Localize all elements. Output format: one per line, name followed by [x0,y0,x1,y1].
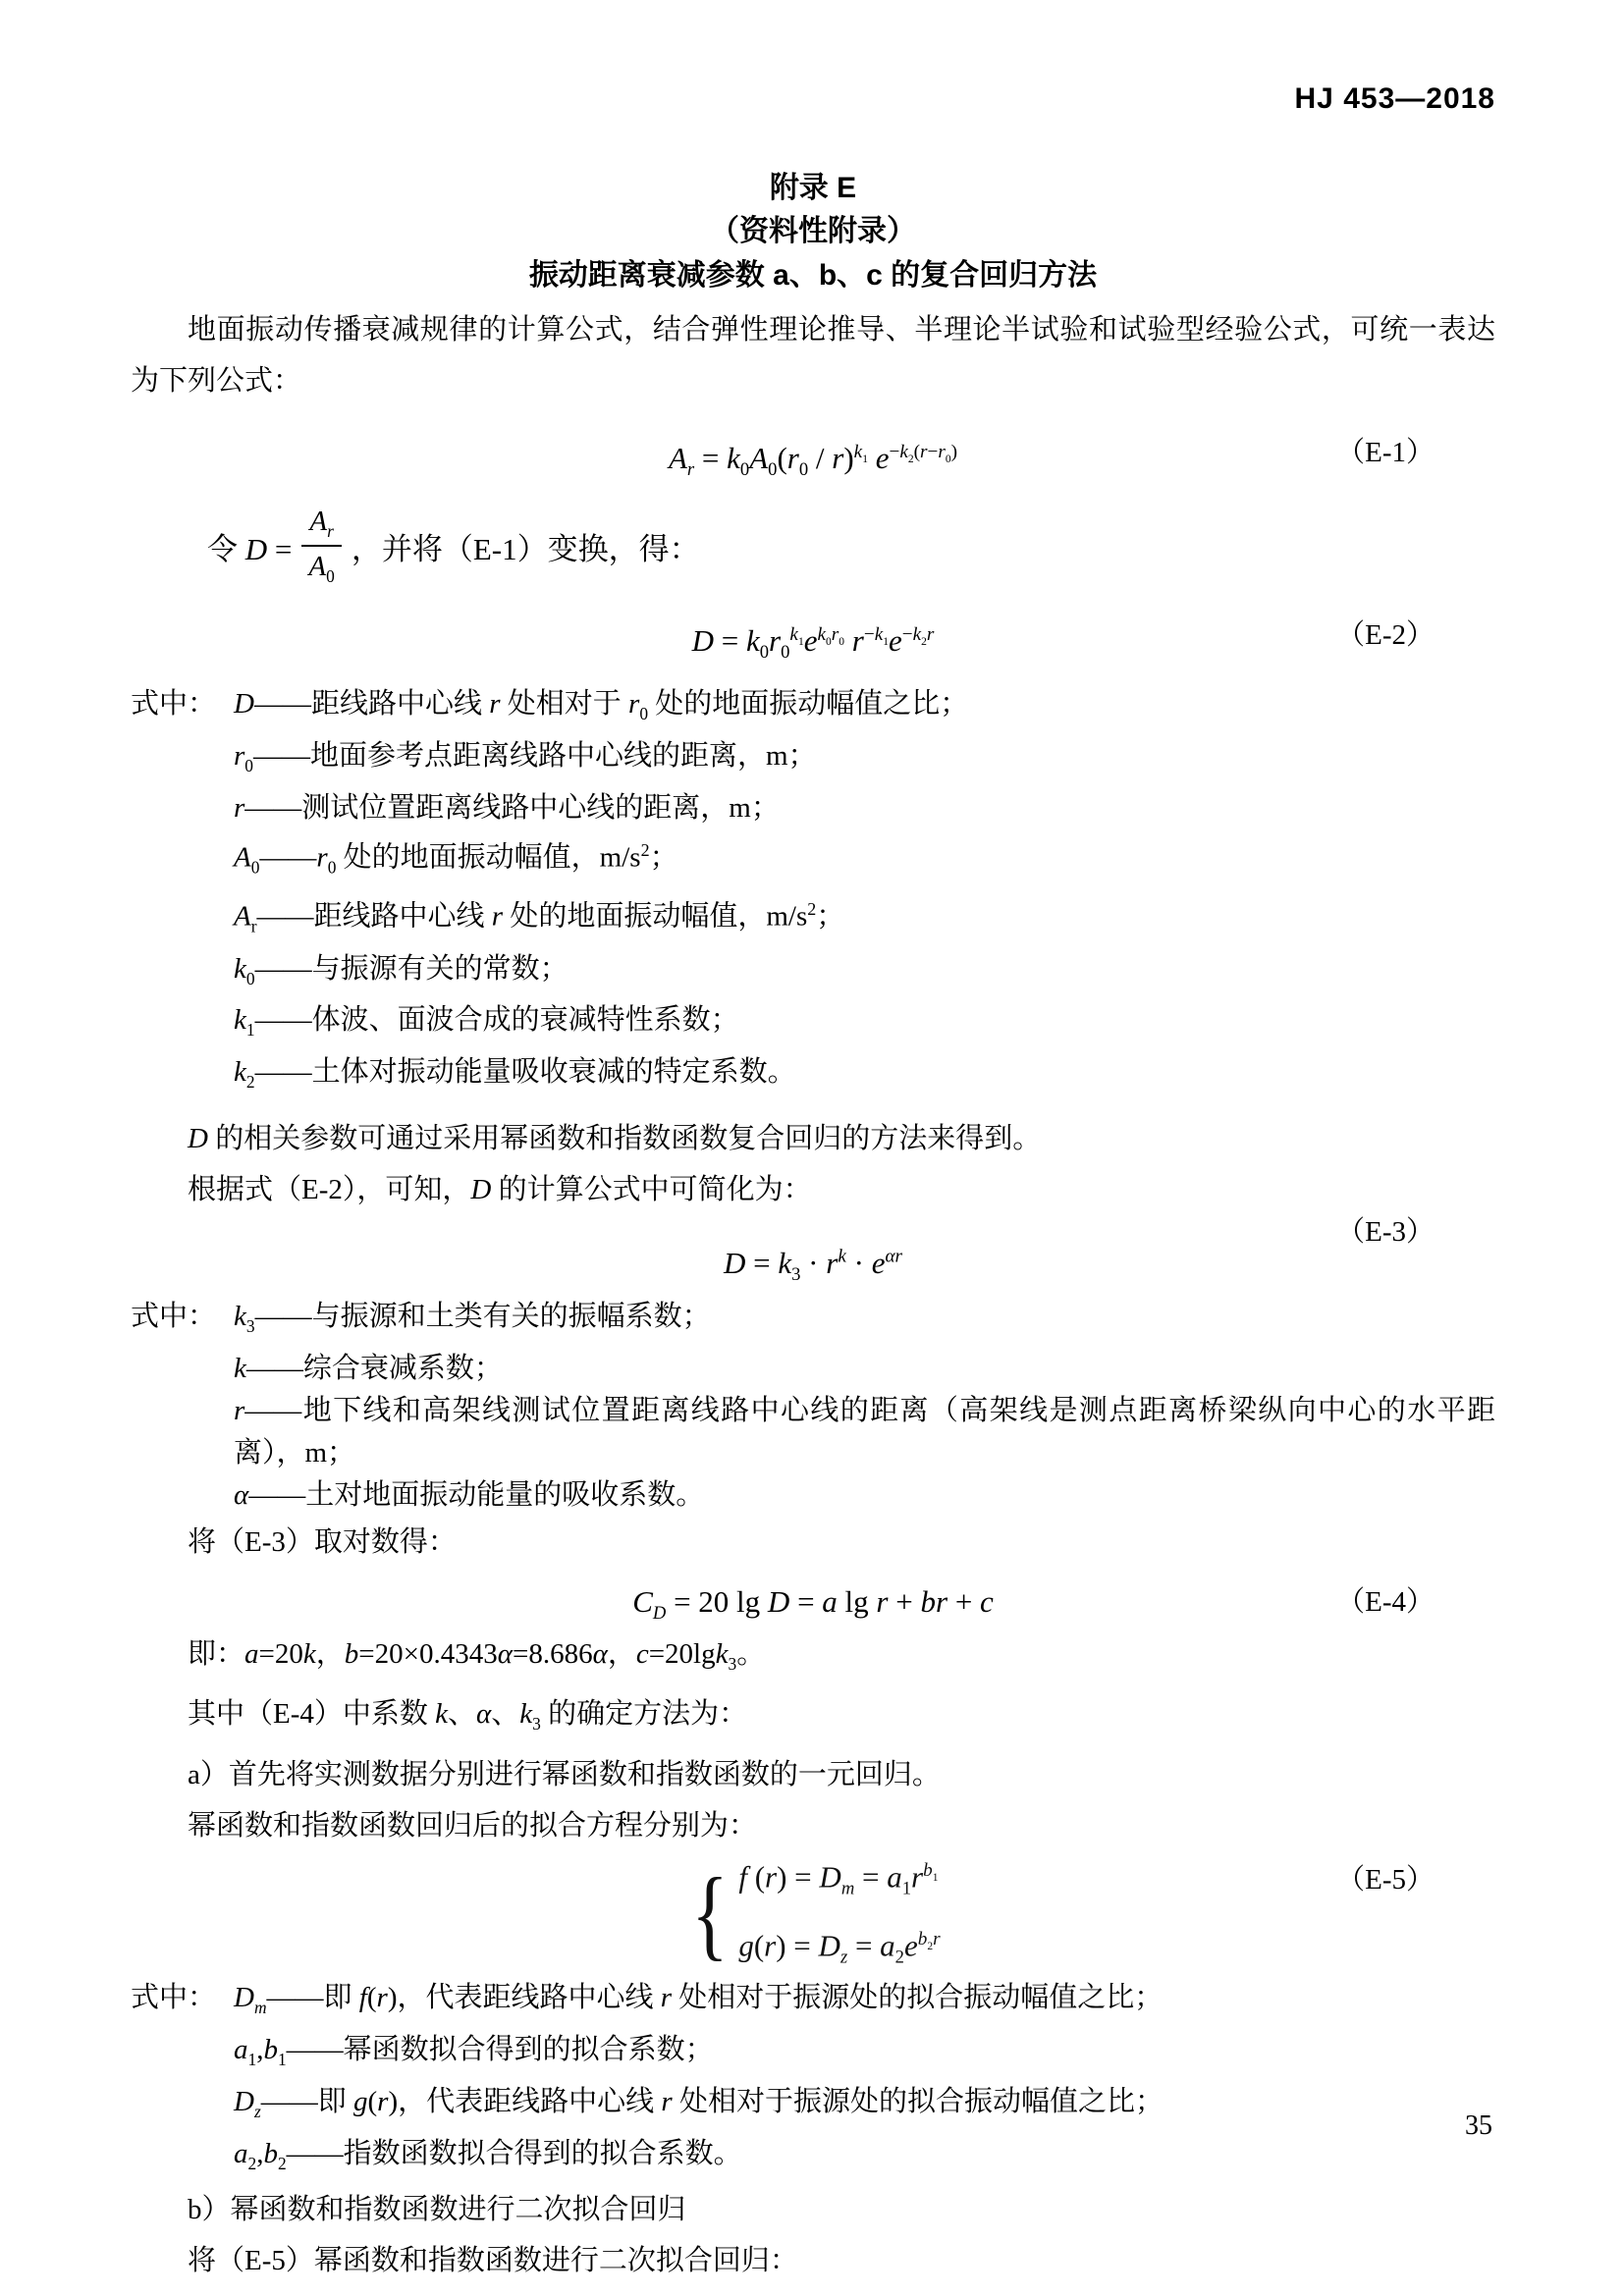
formula-e5-row [131,1857,1495,1971]
formula-e2-row [131,609,1495,662]
where-list-1 [131,683,1495,1103]
paragraph-simplify: 根据式（E-2），可知，D 的计算公式中可简化为： [188,1173,812,1205]
formula-e5-label: （E-5） [1336,1864,1435,1896]
formula-e4-label: （E-4） [1336,1585,1435,1618]
appendix-title: 附录 E [769,172,857,204]
list-item [131,1977,1495,2029]
definition-a0: $A_0——r_0$ 处的地面振动幅值，$m/s^2$； [234,839,678,878]
list-item [131,683,1495,735]
page-content [131,0,1495,2286]
let-d-prefix: 令 D = [207,531,293,566]
paragraph-take-log: 将（E-3）取对数得： [188,1525,457,1558]
definition-r2: r——地下线和高架线测试位置距离线路中心线的距离（高架线是测点距离桥梁纵向中心的水平距离），m； [234,1394,1495,1468]
definition-dm: $D_m——$即 f(r)，代表距线路中心线 r 处相对于振源处的拟合振动幅值之比； [234,1982,1164,2018]
list-item [131,1296,1495,1348]
definition-k: k——综合衰减系数； [234,1352,503,1384]
definition-alpha: α——土对地面振动能量的吸收系数。 [234,1478,705,1511]
definition-r0: $r_0——$地面参考点距离线路中心线的距离，m； [234,739,817,775]
paragraph-final: 将（E-5）幂函数和指数函数进行二次拟合回归： [188,2245,798,2277]
formula-e2: $D = k_0r_0^{k_1}e^{k_0r_0}$ $r^{-k_1}e^{-k_2r}$ [691,623,935,664]
doc-code: HJ 453—2018 [1294,82,1495,115]
page-number: 35 [1465,2110,1492,2141]
paragraph-step-b: b）幂函数和指数函数进行二次拟合回归 [188,2194,686,2226]
where-list-2 [131,1296,1495,1517]
definition-k2: $k_2——$土体对振动能量吸收衰减的特定系数。 [234,1056,796,1092]
where-prefix: 式中： [131,1982,217,2014]
formula-e5-system [738,1845,940,1984]
formula-e3: $D = k_3 \cdot r^k \cdot e^{\alpha r}$ [723,1246,903,1286]
formula-e3-row [131,1215,1495,1286]
let-d-suffix: ，并将（E-1）变换，得： [351,531,700,566]
intro-paragraph: 地面振动传播衰减规律的计算公式，结合弹性理论推导、半理论半试验和试验型经验公式，可统一表达为下列公式： [131,314,1495,397]
appendix-type: （资料性附录） [710,215,916,247]
left-brace: { [691,1857,730,1971]
definition-a2b2: $a_2,b_2——$指数函数拟合得到的拟合系数。 [234,2137,742,2173]
let-d-line [131,497,1495,595]
fraction-ar-a0 [301,504,342,587]
fraction-numerator: $A_r$ [301,504,342,547]
where-prefix: 式中： [131,688,217,720]
definition-d: D——距线路中心线 r 处相对于 $r_0$ 处的地面振动幅值之比； [234,688,969,723]
formula-e1: $A_r = k_0A_0(r_0 / r)^{k_1}$ $e^{-k_2(r-r_0)}$ [668,441,958,481]
definition-k3: $k_3——$与振源和土类有关的振幅系数； [234,1300,711,1336]
formula-e5-line1: f $(r) = D_m = a_1r^{b_1}$ [738,1859,939,1899]
paragraph-fit-eq-intro: 幂函数和指数函数回归后的拟合方程分别为： [188,1810,758,1842]
formula-e4: $C_D = 20$ lg D = a lg r + br + c [632,1583,994,1624]
formula-e1-label: （E-1） [1336,437,1435,468]
definition-k1: $k_1——$体波、面波合成的衰减特性系数； [234,1004,739,1041]
formula-e1-row [131,426,1495,479]
formula-e4-row [131,1575,1495,1629]
formula-e3-label: （E-3） [1336,1215,1435,1248]
paragraph-method-intro: 其中（E-4）中系数 k、α、$k_3$ 的确定方法为： [188,1698,748,1735]
definition-a1b1: $a_1,b_1——$幂函数拟合得到的拟合系数； [234,2034,714,2069]
formula-e5-line2: $g(r) = D_z = a_2e^{b_2r}$ [738,1928,941,1968]
appendix-subject: 振动距离衰减参数 a、b、c 的复合回归方法 [528,259,1098,292]
formula-e2-label: （E-2） [1336,619,1435,651]
paragraph-d-params: D 的相关参数可通过采用幂函数和指数函数复合回归的方法来得到。 [188,1122,1042,1154]
definition-r: r——测试位置距离线路中心线的距离，m； [234,791,780,824]
definition-dz: $D_z——$即 g(r)，代表距线路中心线 r 处相对于振源处的拟合振动幅值之比； [234,2085,1164,2121]
where-prefix: 式中： [131,1300,217,1332]
paragraph-coeffs: 即：a=20k，b=20×0.4343α=8.686α，c=20lgk$_3$。 [188,1637,766,1674]
where-list-3 [131,1977,1495,2184]
definition-ar: $A_r——$距线路中心线 r 处的地面振动幅值，$m/s^2$； [234,899,845,936]
paragraph-step-a: a）首先将实测数据分别进行幂函数和指数函数的一元回归。 [188,1759,941,1791]
definition-k0: $k_0——$与振源有关的常数； [234,952,568,988]
fraction-denominator: $A_0$ [308,551,335,586]
